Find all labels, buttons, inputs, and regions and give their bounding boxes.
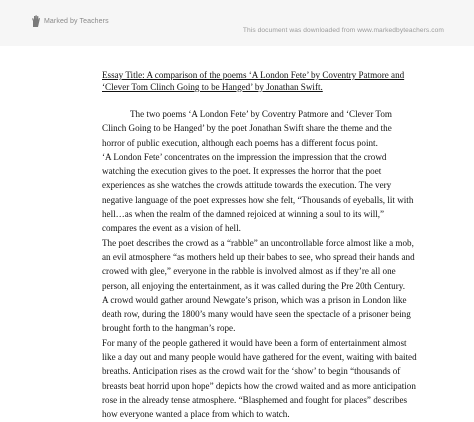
logo-text: Marked by Teachers <box>44 18 109 25</box>
essay-line: rose in the already tense atmosphere. “Blasphemed and fought for places” describes <box>102 394 408 405</box>
hand-icon <box>31 15 41 28</box>
essay-line: The poet describes the crowd as a “rabble” an uncontrollable force almost like a mob, <box>102 237 414 248</box>
essay-line: negative language of the poet expresses how she felt, “Thousands of eyeballs, lit with <box>102 194 414 205</box>
essay-line: breasts beat horrid upon hope” depicts how the crowd waited and as more anticipation <box>102 380 416 391</box>
essay-title <box>102 70 474 93</box>
essay-line: death row, during the 1800’s many would have seen the spectacle of a prisoner being <box>102 309 411 320</box>
essay-body <box>102 107 474 422</box>
essay-line: watching the execution gives to the poet. It expresses the horror that the poet <box>102 166 382 177</box>
essay-line: A crowd would gather around Newgate’s prison, which was a prison in London like <box>102 294 407 305</box>
header-banner <box>0 0 474 46</box>
essay-line: crowed with glee,” everyone in the rabble is involved almost as if they’re all one <box>102 266 396 277</box>
essay-line: The two poems ‘A London Fete’ by Coventry Patmore and ‘Clever Tom <box>130 109 392 119</box>
download-note: This document was downloaded from www.markedbyteachers.com <box>242 27 444 34</box>
essay-page <box>102 70 474 422</box>
essay-line: hell…as when the realm of the damned rejoiced at winning a soul to its will,” <box>102 209 385 220</box>
essay-line: breaths. Anticipation rises as the crowd wait for the ‘show’ to begin “thousands of <box>102 366 401 377</box>
essay-line: brought forth to the hangman’s rope. <box>102 323 236 334</box>
essay-line: ‘A London Fete’ concentrates on the impression the impression that the crowd <box>102 151 387 162</box>
essay-line: how everyone wanted a place from which to watch. <box>102 409 290 420</box>
essay-line: like a day out and many people would have gathered for the event, waiting with baited <box>102 352 417 363</box>
essay-line: Clinch Going to be Hanged’ by the poet Jonathan Swift share the theme and the <box>102 123 392 134</box>
marked-by-teachers-logo[interactable] <box>31 15 109 28</box>
essay-line: For many of the people gathered it would have been a form of entertainment almost <box>102 337 407 348</box>
essay-line: an evil atmosphere “as mothers held up their babes to see, who spread their hands and <box>102 251 415 262</box>
essay-line: horror of public execution, although each poems has a different focus point. <box>102 137 378 148</box>
essay-title-line: Essay Title: A comparison of the poems ‘A London Fete’ by Coventry Patmore and <box>102 70 405 80</box>
essay-title-line: ‘Clever Tom Clinch Going to be Hanged’ by Jonathan Swift. <box>102 81 323 92</box>
essay-line: compares the event as a vision of hell. <box>102 223 241 234</box>
essay-line: person, all enjoying the entertainment, as it was called during the Pre 20th Century. <box>102 280 405 291</box>
essay-line: experiences as she watches the crowds attitude towards the execution. The very <box>102 180 392 191</box>
